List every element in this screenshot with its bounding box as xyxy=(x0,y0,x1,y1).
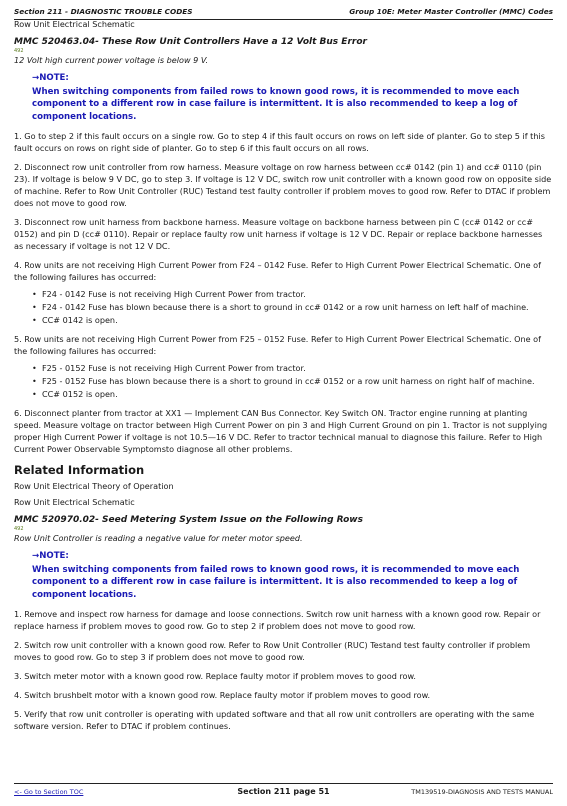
list-item: • F25 - 0152 Fuse is not receiving High Current Power from tractor. xyxy=(32,362,553,374)
note-text: When switching components from failed rows to known good rows, it is recommended to move each component to a different row in case failure is intermittent. It is also recommended to keep a log of component locations. xyxy=(32,86,520,122)
related-link-schematic[interactable]: Row Unit Electrical Schematic xyxy=(14,497,135,507)
header-section-title: Section 211 - DIAGNOSTIC TROUBLE CODES xyxy=(14,7,193,16)
step-5: 5. Verify that row unit controller is operating with updated software and that all row unit controllers are operating with the same software version. Refer to DTAC if problem continues. xyxy=(14,709,535,731)
note-box xyxy=(32,72,553,123)
step-4: 4. Switch brushbelt motor with a known good row. Replace faulty motor if problem moves to good row. xyxy=(14,690,431,700)
note-box xyxy=(32,550,553,601)
step-2: 2. Switch row unit controller with a known good row. Refer to Row Unit Controller (RUC) Testand test faulty controller if problem moves to good row. Go to step 3 if problem does not move to good row. xyxy=(14,640,531,662)
step-4-failures xyxy=(14,288,553,326)
step-1: 1. Remove and inspect row harness for damage and loose connections. Switch row unit harness with a known good row. Repair or replace harness if problem moves to good row. Go to step 2 if problem does not move to good row. xyxy=(14,609,541,631)
top-schematic-link[interactable]: Row Unit Electrical Schematic xyxy=(14,19,135,29)
note-text: When switching components from failed rows to known good rows, it is recommended to move each component to a different row in case failure is intermittent. It is also recommended to keep a log of component locations. xyxy=(32,564,520,600)
note-label: →NOTE: xyxy=(32,551,69,561)
step-4: 4. Row units are not receiving High Current Power from F24 – 0142 Fuse. Refer to High Current Power Electrical Schematic. One of the following failures has occurred: xyxy=(14,260,541,282)
step-5: 5. Row units are not receiving High Current Power from F25 – 0152 Fuse. Refer to High Current Power Electrical Schematic. One of the following failures has occurred: xyxy=(14,334,541,356)
dtc-description: 12 Volt high current power voltage is below 9 V. xyxy=(14,55,209,65)
related-link-theory[interactable]: Row Unit Electrical Theory of Operation xyxy=(14,481,174,491)
header-group-title: Group 10E: Meter Master Controller (MMC) Codes xyxy=(349,7,553,16)
related-information xyxy=(14,464,553,508)
dtc-code: 492 xyxy=(14,48,24,54)
dtc-title: MMC 520970.02- Seed Metering System Issue on the Following Rows xyxy=(14,515,363,525)
step-6: 6. Disconnect planter from tractor at XX1 — Implement CAN Bus Connector. Key Switch ON. Tractor engine running at planting speed. Measure voltage on tractor between High Current Power on pin 3 and High Current Ground on pin 1. Tractor is not supplying proper High Current Power if voltage is not 10.5—16 V DC. Refer to tractor technical manual to diagnose this failure. Refer to High Current Power Observable Symptomsto diagnose all other problems. xyxy=(14,408,548,454)
list-item: • CC# 0142 is open. xyxy=(32,314,553,326)
section-toc-link[interactable]: <- Go to Section TOC xyxy=(14,788,84,796)
dtc-description: Row Unit Controller is reading a negative value for meter motor speed. xyxy=(14,533,303,543)
list-item: • F24 - 0142 Fuse has blown because there is a short to ground in cc# 0142 or a row unit harness on left half of machine. xyxy=(32,301,553,313)
manual-id: TM139519-DIAGNOSIS AND TESTS MANUAL xyxy=(411,788,553,796)
dtc-block-520463 xyxy=(14,36,553,455)
step-2: 2. Disconnect row unit controller from row harness. Measure voltage on row harness between cc# 0142 (pin 1) and cc# 0110 (pin 23). If voltage is below 9 V DC, go to step 3. If voltage is 12 V DC, switch row unit controller with a known good row on opposite side of machine. Refer to Row Unit Controller (RUC) Testand test faulty controller if problem moves to good row. Refer to DTAC if problem does not move to good row. xyxy=(14,162,552,208)
step-5-failures xyxy=(14,362,553,400)
step-3: 3. Switch meter motor with a known good row. Replace faulty motor if problem moves to good row. xyxy=(14,671,416,681)
dtc-code: 492 xyxy=(14,526,24,532)
note-label: →NOTE: xyxy=(32,73,69,83)
step-3: 3. Disconnect row unit harness from backbone harness. Measure voltage on backbone harness between pin C (cc# 0142 or cc# 0152) and pin D (cc# 0110). Repair or replace faulty row unit harness if voltage is 12 V DC. Repair or replace backbone harnesses as necessary if voltage is not 12 V DC. xyxy=(14,217,543,251)
dtc-title: MMC 520463.04- These Row Unit Controllers Have a 12 Volt Bus Error xyxy=(14,37,367,47)
related-heading: Related Information xyxy=(14,463,145,477)
page-number: Section 211 page 51 xyxy=(237,787,330,796)
list-item: • F24 - 0142 Fuse is not receiving High Current Power from tractor. xyxy=(32,288,553,300)
list-item: • CC# 0152 is open. xyxy=(32,388,553,400)
step-1: 1. Go to step 2 if this fault occurs on a single row. Go to step 4 if this fault occurs on rows on left side of planter. Go to step 5 if this fault occurs on rows on right side of planter. Go to step 6 if this fault occurs on all rows. xyxy=(14,131,545,153)
page-footer xyxy=(14,783,553,800)
list-item: • F25 - 0152 Fuse has blown because there is a short to ground in cc# 0152 or a row unit harness on right half of machine. xyxy=(32,375,553,387)
dtc-block-520970 xyxy=(14,514,553,732)
page-content xyxy=(14,18,553,732)
